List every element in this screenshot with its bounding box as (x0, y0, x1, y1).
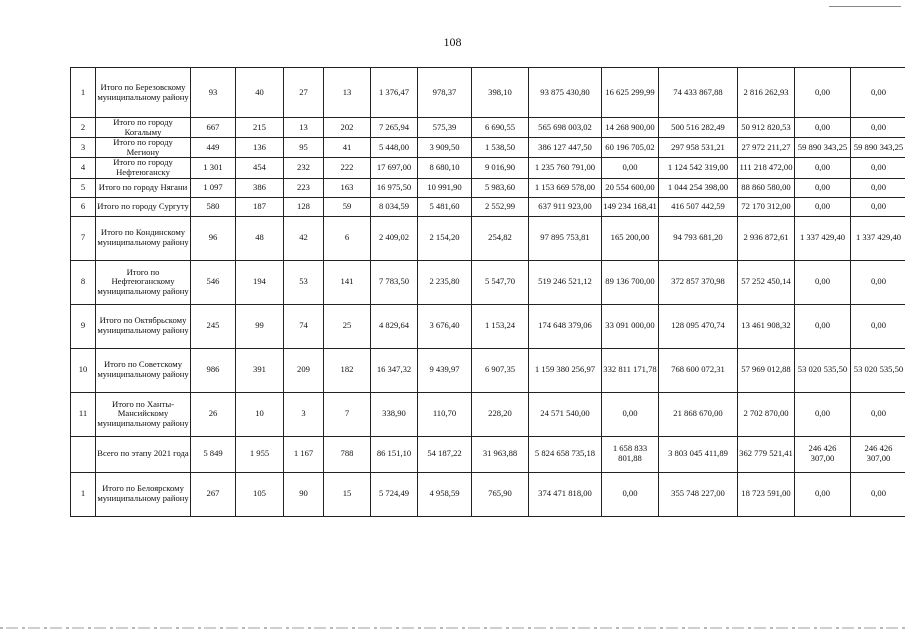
cell-c11: 88 860 580,00 (738, 178, 795, 197)
cell-c2: 187 (236, 197, 284, 216)
row-number: 6 (71, 197, 96, 216)
cell-c7: 1 153,24 (472, 304, 529, 348)
cell-c10: 1 124 542 319,00 (659, 158, 738, 178)
cell-c11: 362 779 521,41 (738, 436, 795, 472)
row-number: 3 (71, 138, 96, 158)
cell-c10: 21 868 670,00 (659, 392, 738, 436)
cell-c11: 13 461 908,32 (738, 304, 795, 348)
table-row (71, 197, 905, 216)
cell-c3: 90 (284, 472, 324, 516)
cell-c8: 24 571 540,00 (529, 392, 602, 436)
cell-c6: 978,37 (418, 68, 472, 118)
table-row (71, 68, 905, 118)
cell-c12: 0,00 (795, 68, 851, 118)
cell-c7: 765,90 (472, 472, 529, 516)
cell-c4: 7 (324, 392, 371, 436)
cell-c3: 223 (284, 178, 324, 197)
cell-c6: 8 680,10 (418, 158, 472, 178)
cell-c10: 768 600 072,31 (659, 348, 738, 392)
table-row (71, 348, 905, 392)
cell-c13: 0,00 (851, 304, 905, 348)
row-name: Итого по городу Нягани (96, 178, 191, 197)
cell-c6: 4 958,59 (418, 472, 472, 516)
cell-c7: 6 907,35 (472, 348, 529, 392)
cell-c12: 0,00 (795, 118, 851, 138)
cell-c13: 0,00 (851, 68, 905, 118)
cell-c2: 454 (236, 158, 284, 178)
cell-c13: 0,00 (851, 158, 905, 178)
cell-c3: 53 (284, 260, 324, 304)
cell-c9: 1 658 833 801,88 (602, 436, 659, 472)
cell-c13: 0,00 (851, 118, 905, 138)
cell-c13: 0,00 (851, 178, 905, 197)
cell-c1: 96 (191, 216, 236, 260)
cell-c1: 449 (191, 138, 236, 158)
cell-c2: 215 (236, 118, 284, 138)
cell-c7: 398,10 (472, 68, 529, 118)
cell-c7: 31 963,88 (472, 436, 529, 472)
table-row (71, 392, 905, 436)
cell-c12: 53 020 535,50 (795, 348, 851, 392)
table-row (71, 216, 905, 260)
cell-c3: 74 (284, 304, 324, 348)
row-name: Итого по Октябрьскому муниципальному району (96, 304, 191, 348)
cell-c9: 149 234 168,41 (602, 197, 659, 216)
cell-c2: 136 (236, 138, 284, 158)
cell-c10: 355 748 227,00 (659, 472, 738, 516)
cell-c13: 0,00 (851, 472, 905, 516)
cell-c2: 105 (236, 472, 284, 516)
cell-c10: 3 803 045 411,89 (659, 436, 738, 472)
cell-c7: 9 016,90 (472, 158, 529, 178)
cell-c9: 60 196 705,02 (602, 138, 659, 158)
cell-c9: 16 625 299,99 (602, 68, 659, 118)
row-name: Всего по этапу 2021 года (96, 436, 191, 472)
cell-c8: 1 153 669 578,00 (529, 178, 602, 197)
cell-c7: 228,20 (472, 392, 529, 436)
cell-c4: 15 (324, 472, 371, 516)
row-number: 8 (71, 260, 96, 304)
cell-c12: 0,00 (795, 304, 851, 348)
cell-c5: 17 697,00 (371, 158, 418, 178)
row-number: 4 (71, 158, 96, 178)
cell-c8: 519 246 521,12 (529, 260, 602, 304)
row-number: 2 (71, 118, 96, 138)
cell-c7: 2 552,99 (472, 197, 529, 216)
cell-c3: 209 (284, 348, 324, 392)
cell-c10: 1 044 254 398,00 (659, 178, 738, 197)
cell-c5: 16 975,50 (371, 178, 418, 197)
cell-c12: 0,00 (795, 392, 851, 436)
cell-c2: 386 (236, 178, 284, 197)
cell-c12: 0,00 (795, 260, 851, 304)
row-number: 7 (71, 216, 96, 260)
cell-c5: 1 376,47 (371, 68, 418, 118)
cell-c7: 5 547,70 (472, 260, 529, 304)
row-name: Итого по Советскому муниципальному району (96, 348, 191, 392)
cell-c7: 254,82 (472, 216, 529, 260)
cell-c9: 0,00 (602, 158, 659, 178)
cell-c6: 3 909,50 (418, 138, 472, 158)
cell-c9: 89 136 700,00 (602, 260, 659, 304)
cell-c4: 13 (324, 68, 371, 118)
cell-c9: 33 091 000,00 (602, 304, 659, 348)
cell-c5: 338,90 (371, 392, 418, 436)
row-name: Итого по Белоярскому муниципальному району (96, 472, 191, 516)
cell-c12: 1 337 429,40 (795, 216, 851, 260)
table-row (71, 138, 905, 158)
cell-c13: 1 337 429,40 (851, 216, 905, 260)
cell-c13: 246 426 307,00 (851, 436, 905, 472)
page-number: 108 (443, 35, 462, 49)
cell-c5: 7 265,94 (371, 118, 418, 138)
cell-c10: 372 857 370,98 (659, 260, 738, 304)
cell-c4: 41 (324, 138, 371, 158)
cell-c1: 546 (191, 260, 236, 304)
row-number: 10 (71, 348, 96, 392)
cell-c10: 297 958 531,21 (659, 138, 738, 158)
cell-c10: 94 793 681,20 (659, 216, 738, 260)
row-name: Итого по Ханты-Мансийскому муниципальному району (96, 392, 191, 436)
cell-c8: 637 911 923,00 (529, 197, 602, 216)
cell-c9: 0,00 (602, 392, 659, 436)
cell-c5: 5 724,49 (371, 472, 418, 516)
cell-c5: 86 151,10 (371, 436, 418, 472)
cell-c11: 2 816 262,93 (738, 68, 795, 118)
cell-c1: 245 (191, 304, 236, 348)
cell-c8: 565 698 003,02 (529, 118, 602, 138)
cell-c13: 53 020 535,50 (851, 348, 905, 392)
row-number: 5 (71, 178, 96, 197)
cell-c2: 10 (236, 392, 284, 436)
cell-c3: 95 (284, 138, 324, 158)
cell-c11: 18 723 591,00 (738, 472, 795, 516)
cell-c5: 2 409,02 (371, 216, 418, 260)
cell-c8: 97 895 753,81 (529, 216, 602, 260)
cell-c10: 128 095 470,74 (659, 304, 738, 348)
cell-c12: 0,00 (795, 472, 851, 516)
row-number: 11 (71, 392, 96, 436)
row-name: Итого по Кондинскому муниципальному району (96, 216, 191, 260)
cell-c6: 5 481,60 (418, 197, 472, 216)
cell-c5: 4 829,64 (371, 304, 418, 348)
table-row (71, 178, 905, 197)
cell-c11: 111 218 472,00 (738, 158, 795, 178)
cell-c6: 10 991,90 (418, 178, 472, 197)
cell-c11: 50 912 820,53 (738, 118, 795, 138)
cell-c8: 93 875 430,80 (529, 68, 602, 118)
data-table (70, 67, 905, 517)
cell-c5: 16 347,32 (371, 348, 418, 392)
cell-c3: 128 (284, 197, 324, 216)
row-number (71, 436, 96, 472)
cell-c5: 8 034,59 (371, 197, 418, 216)
cell-c4: 25 (324, 304, 371, 348)
cell-c11: 27 972 211,27 (738, 138, 795, 158)
cell-c11: 57 252 450,14 (738, 260, 795, 304)
cell-c6: 3 676,40 (418, 304, 472, 348)
cell-c1: 1 097 (191, 178, 236, 197)
cell-c9: 0,00 (602, 472, 659, 516)
cell-c11: 72 170 312,00 (738, 197, 795, 216)
scan-noise-strip (0, 627, 905, 629)
table-row (71, 260, 905, 304)
table-row (71, 472, 905, 516)
cell-c9: 332 811 171,78 (602, 348, 659, 392)
table-row (71, 304, 905, 348)
cell-c2: 99 (236, 304, 284, 348)
cell-c6: 110,70 (418, 392, 472, 436)
row-name: Итого по городу Когалыму (96, 118, 191, 138)
cell-c8: 374 471 818,00 (529, 472, 602, 516)
cell-c13: 0,00 (851, 197, 905, 216)
cell-c6: 2 154,20 (418, 216, 472, 260)
cell-c11: 2 936 872,61 (738, 216, 795, 260)
cell-c7: 1 538,50 (472, 138, 529, 158)
cell-c3: 3 (284, 392, 324, 436)
cell-c3: 1 167 (284, 436, 324, 472)
cell-c4: 141 (324, 260, 371, 304)
cell-c12: 0,00 (795, 197, 851, 216)
cell-c8: 174 648 379,06 (529, 304, 602, 348)
scan-edge-line (829, 6, 901, 7)
cell-c4: 222 (324, 158, 371, 178)
cell-c3: 42 (284, 216, 324, 260)
cell-c8: 386 127 447,50 (529, 138, 602, 158)
cell-c2: 1 955 (236, 436, 284, 472)
cell-c10: 74 433 867,88 (659, 68, 738, 118)
cell-c2: 40 (236, 68, 284, 118)
cell-c4: 202 (324, 118, 371, 138)
cell-c12: 246 426 307,00 (795, 436, 851, 472)
cell-c1: 580 (191, 197, 236, 216)
cell-c6: 575,39 (418, 118, 472, 138)
cell-c10: 416 507 442,59 (659, 197, 738, 216)
cell-c13: 59 890 343,25 (851, 138, 905, 158)
cell-c9: 20 554 600,00 (602, 178, 659, 197)
row-name: Итого по городу Мегиону (96, 138, 191, 158)
table-row (71, 158, 905, 178)
cell-c12: 0,00 (795, 178, 851, 197)
row-name: Итого по городу Сургуту (96, 197, 191, 216)
cell-c4: 163 (324, 178, 371, 197)
cell-c11: 2 702 870,00 (738, 392, 795, 436)
cell-c8: 1 159 380 256,97 (529, 348, 602, 392)
cell-c2: 391 (236, 348, 284, 392)
row-number: 1 (71, 472, 96, 516)
cell-c10: 500 516 282,49 (659, 118, 738, 138)
cell-c3: 13 (284, 118, 324, 138)
cell-c2: 194 (236, 260, 284, 304)
cell-c5: 7 783,50 (371, 260, 418, 304)
cell-c9: 14 268 900,00 (602, 118, 659, 138)
cell-c2: 48 (236, 216, 284, 260)
cell-c8: 1 235 760 791,00 (529, 158, 602, 178)
cell-c9: 165 200,00 (602, 216, 659, 260)
cell-c1: 267 (191, 472, 236, 516)
cell-c4: 788 (324, 436, 371, 472)
cell-c6: 54 187,22 (418, 436, 472, 472)
cell-c1: 1 301 (191, 158, 236, 178)
row-name: Итого по городу Нефтеюганску (96, 158, 191, 178)
cell-c4: 6 (324, 216, 371, 260)
cell-c5: 5 448,00 (371, 138, 418, 158)
cell-c13: 0,00 (851, 392, 905, 436)
table-row (71, 118, 905, 138)
cell-c3: 27 (284, 68, 324, 118)
row-name: Итого по Нефтеюганскому муниципальному району (96, 260, 191, 304)
cell-c1: 93 (191, 68, 236, 118)
cell-c4: 182 (324, 348, 371, 392)
cell-c7: 5 983,60 (472, 178, 529, 197)
cell-c3: 232 (284, 158, 324, 178)
cell-c12: 59 890 343,25 (795, 138, 851, 158)
cell-c1: 26 (191, 392, 236, 436)
cell-c11: 57 969 012,88 (738, 348, 795, 392)
row-name: Итого по Березовскому муниципальному району (96, 68, 191, 118)
cell-c7: 6 690,55 (472, 118, 529, 138)
cell-c1: 986 (191, 348, 236, 392)
cell-c1: 667 (191, 118, 236, 138)
cell-c6: 9 439,97 (418, 348, 472, 392)
cell-c13: 0,00 (851, 260, 905, 304)
cell-c4: 59 (324, 197, 371, 216)
cell-c8: 5 824 658 735,18 (529, 436, 602, 472)
row-number: 9 (71, 304, 96, 348)
table-row (71, 436, 905, 472)
cell-c1: 5 849 (191, 436, 236, 472)
cell-c12: 0,00 (795, 158, 851, 178)
cell-c6: 2 235,80 (418, 260, 472, 304)
row-number: 1 (71, 68, 96, 118)
